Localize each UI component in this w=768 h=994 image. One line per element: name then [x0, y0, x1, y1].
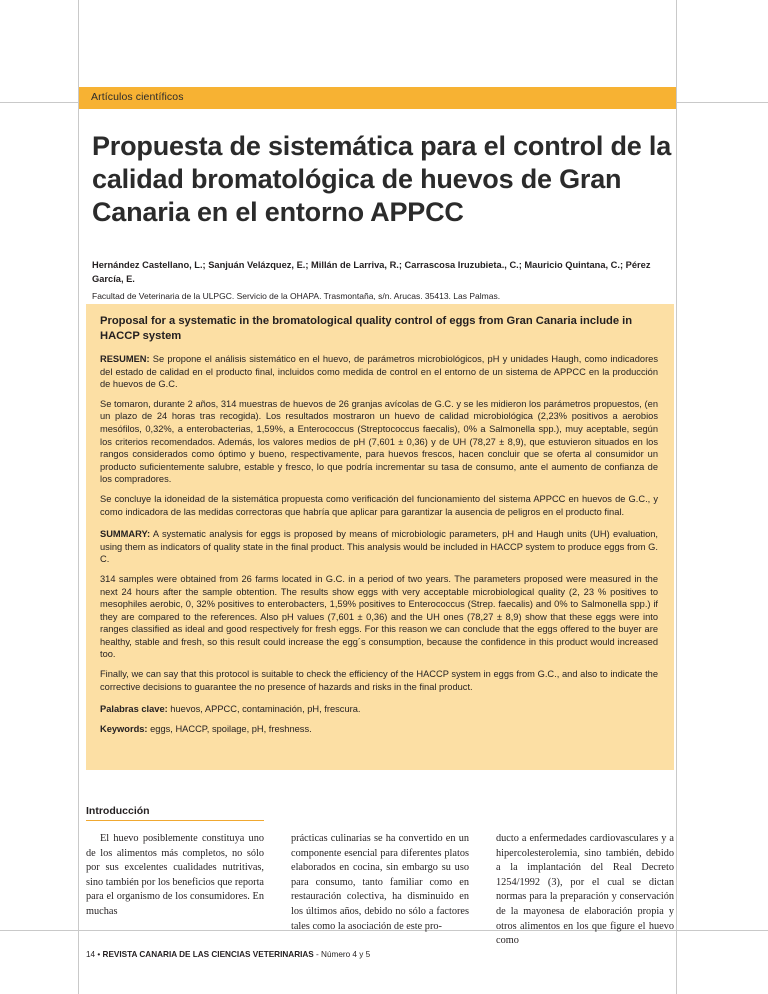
palabras-clave-label: Palabras clave: — [100, 704, 168, 715]
palabras-clave — [100, 703, 660, 716]
keywords-label: Keywords: — [100, 723, 148, 734]
body-column-3: ducto a enfermedades cardiovasculares y a hipercolesterolemia, sino también, debido a la implantación del Real Decreto 1254/1992 (3), por el cual se dictan normas para la preparación y conservación de la mayonesa de elaboración propia y otros alimentos en los que figure el huevo como — [496, 833, 674, 947]
author-list: Hernández Castellano, L.; Sanjuán Velázquez, E.; Millán de Larriva, R.; Carrascosa Iruzubieta., C.; Mauricio Quintana, C.; Pérez García, E. — [92, 260, 651, 284]
palabras-clave-text: huevos, APPCC, contaminación, pH, frescura. — [167, 704, 361, 715]
abstract-resumen-paragraph-1 — [100, 353, 658, 391]
summary-label: SUMMARY: — [100, 529, 151, 540]
body-column-1: El huevo posiblemente constituya uno de los alimentos más completos, no sólo por sus excelentes cualidades nutritivas, sino también por los beneficios que reporta para el organismo de los consumidores. En muchas — [86, 833, 264, 917]
affiliation: Facultad de Veterinaria de la ULPGC. Servicio de la OHAPA. Trasmontaña, s/n. Arucas. 35413. Las Palmas. — [92, 291, 501, 301]
section-tag: Artículos científicos — [79, 87, 676, 109]
crop-mark-right — [676, 0, 677, 994]
resumen-text-1: Se propone el análisis sistemático en el huevo, de parámetros microbiológicos, pH y unidades Haugh, como indicadores del estado de calidad en el producto final, incluidos como medida de control en el entorno de un sistema de APPCC en la producción de huevos de G.C. — [100, 354, 658, 390]
keywords-text: eggs, HACCP, spoilage, pH, freshness. — [147, 723, 312, 734]
abstract-summary-paragraph-2: 314 samples were obtained from 26 farms located in G.C. in a period of two years. The parameters proposed were measured in the next 24 hours after the sample obtention. The results show eggs with very acceptable microbiological quality (2, 23 % positives to mesophiles aerobic, 0, 32% positives to enterobacters, 1,59% positives to Enterococcus (Strep. faecalis) and 0% to Salmonella spp.) if they are compared to the references. Also pH values (7,601 ± 0,36) and the UH ones (78,27 ± 8,9) show that these eggs were into ranges classified as ideal and good respectively for fresh eggs. For this reason we can conclude that the eggs offered to the buyer are healthy, stable and fresh, so this result could increase the egg´s consumption, because the confidence in this product would increased too. — [100, 573, 658, 660]
summary-text-1: A systematic analysis for eggs is proposed by means of microbiologic parameters, pH and Haugh units (UH) evaluation, using them as indicators of quality state in the final product. This analysis would be included in HACCP system to produce eggs from G. C. — [100, 529, 658, 565]
footer-journal-name: REVISTA CANARIA DE LAS CIENCIAS VETERINARIAS — [102, 950, 314, 959]
abstract-english-title: Proposal for a systematic in the bromatological quality control of eggs from Gran Canaria include in HACCP system — [100, 315, 633, 342]
body-column-2: prácticas culinarias se ha convertido en un componente esencial para diferentes platos elaborados en cocina, sin embargo su uso para consumo, tanto familiar como en restauración colectiva, ha disminuido en los últimos años, debido no sólo a factores tales como la asociación de este pro- — [291, 833, 469, 932]
crop-mark-left — [78, 0, 79, 994]
abstract-summary-paragraph-3: Finally, we can say that this protocol is suitable to check the efficiency of the HACCP system in eggs from G.C., and also to indicate the corrective decisions to guarantee the no presence of hazards and risks in the final product. — [100, 669, 658, 692]
introduction-heading: Introducción — [86, 805, 264, 821]
footer-page-number: 14 — [86, 950, 96, 959]
abstract-summary-paragraph-1 — [100, 528, 658, 566]
abstract-box — [86, 304, 674, 770]
page-title: Propuesta de sistemática para el control de la calidad bromatológica de huevos de Gran Canaria en el entorno APPCC — [92, 131, 672, 228]
resumen-label: RESUMEN: — [100, 354, 150, 364]
keywords — [100, 723, 660, 736]
body-columns — [86, 832, 674, 947]
abstract-resumen-paragraph-3: Se concluye la idoneidad de la sistemática propuesta como verificación del funcionamiento del sistema APPCC en huevos de G.C., y como indicadora de las medidas correctoras que habría que aplicar para garantizar la ausencia de peligros en el producto final. — [100, 493, 658, 517]
footer-issue: - Número 4 y 5 — [313, 950, 371, 959]
page-footer — [86, 950, 370, 959]
footer-separator: • — [95, 950, 103, 959]
abstract-resumen-paragraph-2: Se tomaron, durante 2 años, 314 muestras de huevos de 26 granjas avícolas de G.C. y se les midieron los parámetros propuestos, (en un plazo de 24 horas tras recogida). Los resultados mostraron un huevo de calidad microbiológica (2,23% positivos a aerobios mesófilos, 0,32%, a enterobacterias, 1,59%, a Enterococcus (Streptococcus faecalis), 0% a Salmonella spp.), muy aceptable, según los criterios recomendados. Además, los valores medios de pH (7,601 ± 0,36) y de UH (78,27 ± 8,9), que estuvieron situados en los rangos considerados como óptimo y bueno, respectivamente, para huevos frescos, hacen concluir que se oferta al consumidor un producto suficientemente salubre, estable y fresco, lo que podría incrementar su tasa de consumo, ante el aumento de confianza de los compradores. — [100, 398, 658, 485]
